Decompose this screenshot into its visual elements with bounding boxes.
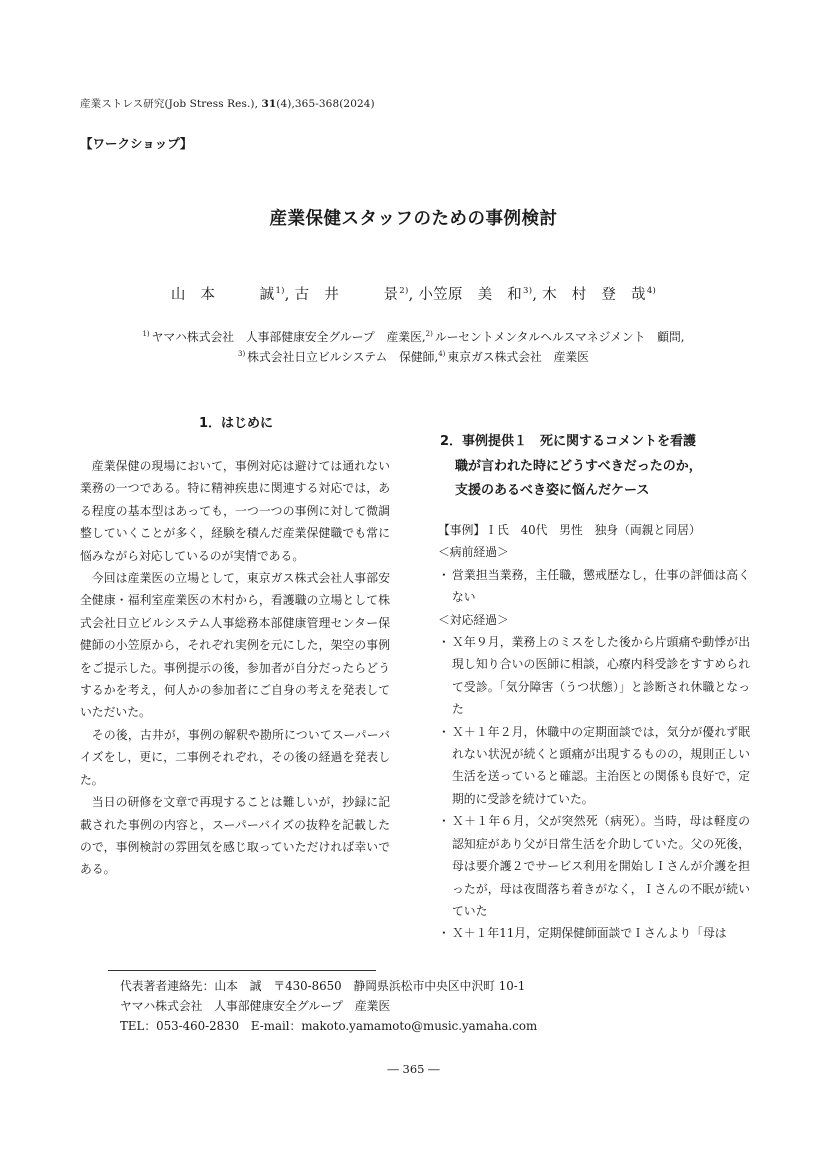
author-affil-mark: 4) bbox=[646, 286, 657, 296]
paragraph: 産業保健の現場において，事例対応は避けては通れない業務の一つである。特に精神疾患に関連する対応では，ある程度の基本型はあっても，一つ一つの事例に対して微調整していくことが多く，経験を積んだ産業保健職でも常に悩みながら対応しているのが実情である。 bbox=[80, 459, 390, 563]
section-1-heading: 1．はじめに bbox=[198, 416, 274, 431]
footnote-contact: 代表著者連絡先：山本 誠 〒430-8650 静岡県浜松市中央区中沢町 10-1 bbox=[120, 979, 526, 993]
section-2-heading-line: 2．事例提供１ 死に関するコメントを看護 bbox=[440, 434, 697, 449]
pre-history-label: ＜病前経過＞ bbox=[438, 545, 509, 560]
author-separator: , bbox=[284, 287, 290, 303]
paragraph: その後，古井が，事例の解釈や勘所についてスーパーバイズをし，更に，二事例それぞれ，その後の経過を発表した。 bbox=[80, 727, 390, 787]
footnote-rule bbox=[108, 970, 376, 971]
section-2-heading-line: 支援のあるべき姿に悩んだケース bbox=[455, 483, 650, 498]
affiliation-line-2 bbox=[0, 348, 827, 365]
author-name: 小笠原 美 和 bbox=[418, 287, 523, 303]
paragraph: 今回は産業医の立場として，東京ガス株式会社人事部安全健康・福利室産業医の木村から，看護職の立場として株式会社日立ビルシステム人事総務本部健康管理センター保健師の小笠原から，それぞれ実例を元にした，架空の事例をご提示した。事例提示の後，参加者が自分だったらどうするかを考え，何人かの参加者にご自身の考えを発表していただいた。 bbox=[80, 571, 390, 720]
list-item bbox=[438, 810, 750, 922]
page-number: ― 365 ― bbox=[387, 1062, 440, 1076]
section-2-heading bbox=[440, 430, 760, 504]
journal-prefix: 産業ストレス研究(Job Stress Res.), bbox=[80, 98, 259, 110]
affiliation: ヤマハ株式会社 人事部健康安全グループ 産業医, bbox=[151, 330, 426, 344]
list-item-text: Ｘ年９月，業務上のミスをした後から片頭痛や動悸が出現し知り合いの医師に相談，心療内科受診をすすめられて受診。「気分障害（うつ状態）」と診断され休職となった bbox=[452, 635, 750, 717]
section-2-heading-line: 職が言われた時にどうすべきだったのか， bbox=[455, 458, 702, 474]
section-1-body bbox=[80, 455, 390, 881]
footnote-affiliation: ヤマハ株式会社 人事部健康安全グループ 産業医 bbox=[120, 999, 391, 1013]
author-name: 山 本 誠 bbox=[170, 287, 275, 303]
affiliation: 東京ガス株式会社 産業医 bbox=[447, 350, 589, 364]
affil-mark: 2) bbox=[425, 330, 433, 338]
affiliation-line-1 bbox=[0, 328, 827, 345]
affil-mark: 4) bbox=[438, 350, 446, 358]
list-item bbox=[438, 721, 750, 811]
author-affil-mark: 1) bbox=[275, 286, 285, 296]
bullet-mark: ・ bbox=[438, 567, 450, 582]
article-title: 産業保健スタッフのための事例検討 bbox=[269, 209, 558, 229]
paragraph: 当日の研修を文章で再現することは難しいが，抄録に記載された事例の内容と，スーパーバイズの抜粋を記載したので，事例検討の雰囲気を感じ取っていただければ幸いである。 bbox=[80, 795, 390, 877]
list-item-text: 営業担当業務，主任職，懲戒歴なし，仕事の評価は高くない bbox=[452, 567, 750, 605]
journal-volume: 31 bbox=[261, 98, 277, 110]
list-item-text: Ｘ＋１年２月，休職中の定期面談では，気分が優れず眠れない状況が続くと頭痛が出現するものの，規則正しい生活を送っていると確認。主治医との関係も良好で，定期的に受診を続けていた。 bbox=[452, 724, 750, 806]
author-name: 木 村 登 哉 bbox=[542, 287, 646, 303]
bullet-mark: ・ bbox=[438, 724, 450, 739]
case-summary: 【事例】Ｉ氏 40代 男性 独身（両親と同居） bbox=[438, 523, 701, 537]
affil-mark: 1) bbox=[142, 330, 150, 338]
journal-citation bbox=[80, 96, 375, 111]
article-category: 【ワークショップ】 bbox=[80, 136, 193, 151]
bullet-mark: ・ bbox=[438, 814, 450, 829]
author-list bbox=[0, 283, 827, 304]
list-item bbox=[438, 564, 750, 609]
affiliation: ルーセントメンタルヘルスマネジメント 顧問, bbox=[434, 330, 685, 344]
list-item-text: Ｘ＋１年11月，定期保健師面談でＩさんより「母は bbox=[452, 926, 727, 941]
footnote-phone-email: TEL：053-460-2830 E-mail：makoto.yamamoto@music.yamaha.com bbox=[120, 1019, 538, 1033]
author-separator: , bbox=[532, 287, 538, 303]
list-item bbox=[438, 922, 750, 944]
author-separator: , bbox=[408, 287, 414, 303]
response-label: ＜対応経過＞ bbox=[438, 612, 509, 627]
author-affil-mark: 2) bbox=[399, 286, 409, 296]
bullet-mark: ・ bbox=[438, 926, 450, 941]
journal-issue-pages: (4),365-368(2024) bbox=[276, 98, 375, 110]
bullet-mark: ・ bbox=[438, 635, 450, 650]
affil-mark: 3) bbox=[238, 350, 246, 358]
author-affil-mark: 3) bbox=[523, 286, 533, 296]
section-2-body bbox=[438, 519, 750, 945]
list-item bbox=[438, 631, 750, 721]
affiliation: 株式会社日立ビルシステム 保健師, bbox=[247, 350, 439, 364]
author-name: 古 井 景 bbox=[294, 287, 399, 303]
list-item-text: Ｘ＋１年６月，父が突然死（病死）。当時，母は軽度の認知症があり父が日常生活を介助していた。父の死後，母は要介護２でサービス利用を開始しＩさんが介護を担ったが，母は夜間落ち着きがなく，Ｉさんの不眠が続いていた bbox=[452, 814, 750, 918]
